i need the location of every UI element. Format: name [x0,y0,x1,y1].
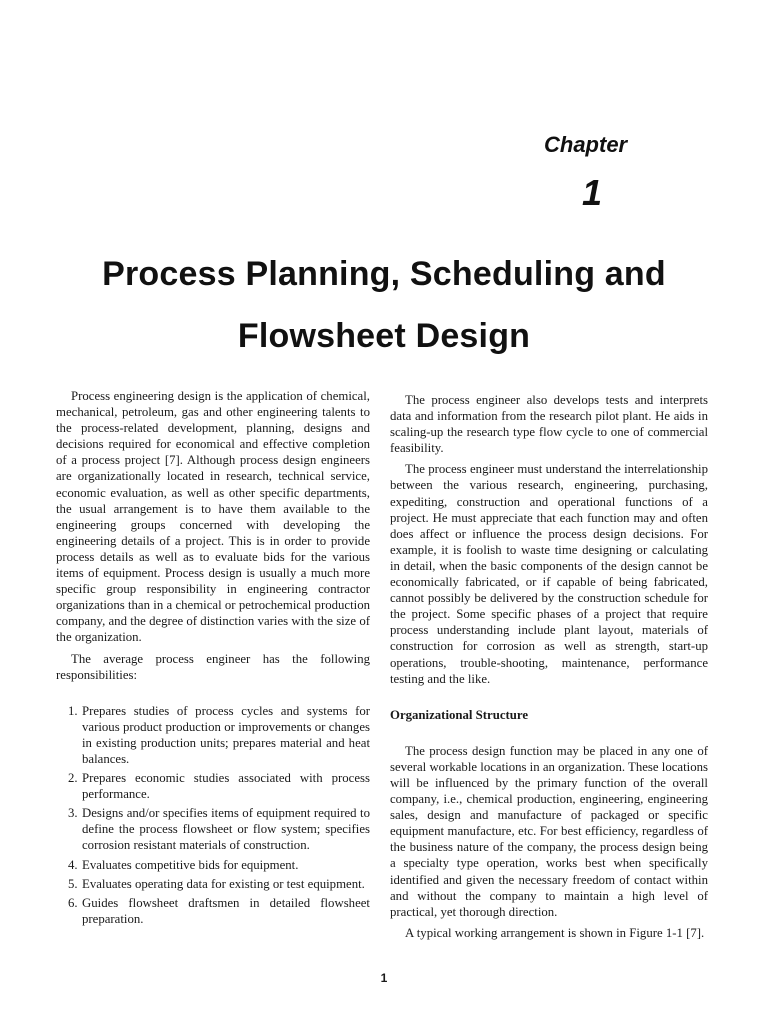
list-item-number: 1. [68,703,78,718]
list-item-text: Evaluates operating data for existing or test equipment. [82,876,365,891]
list-item-number: 2. [68,771,78,786]
section-heading: Organizational Structure [390,707,529,722]
pilot-plant-paragraph: The process engineer also develops tests and interprets data and information from the research pilot plant. He aids in scaling-up the research type flow cycle to one of commercial feasibility. [390,393,708,456]
chapter-number: 1 [582,172,603,213]
chapter-title-line-1: Process Planning, Scheduling and [102,255,666,293]
chapter-label: Chapter [544,132,628,157]
page-number: 1 [380,971,388,985]
list-item [68,770,370,802]
list-item-text: Prepares economic studies associated with process performance. [82,771,370,802]
responsibilities-intro: The average process engineer has the following responsibilities: [56,651,370,682]
list-item-number: 6. [68,895,78,910]
list-item-number: 5. [68,876,78,891]
list-item-text: Evaluates competitive bids for equipment. [82,857,299,872]
figure-reference-paragraph: A typical working arrangement is shown in Figure 1-1 [7]. [405,925,705,940]
list-item-text: Prepares studies of process cycles and systems for various product production or improvements or changes in existing production units; prepares material and heat balances. [82,703,370,766]
list-item-text: Guides flowsheet draftsmen in detailed flowsheet preparation. [82,895,370,926]
interrelationship-paragraph: The process engineer must understand the interrelationship between the various research, engineering, purchasing, expediting, construction and operational functions of a project. He must appreciate that each function may and often does affect or influence the process design decisions. For example, it is foolish to waste time designing or calculating in detail, when the basic components of the design cannot be economically fabricated, or if capable of being fabricated, cannot possibly be delivered by the construction schedule for the project. Some specific phases of a project that require process understanding include plant layout, materials of construction for corrosion as well as strength, start-up operations, trouble-shooting, maintenance, performance testing and the like. [390,462,708,686]
list-item-number: 4. [68,857,78,872]
right-column [390,392,708,946]
list-item-text: Designs and/or specifies items of equipment required to define the process flowsheet or flow system; specifies corrosion resistant materials of construction. [82,806,370,853]
list-item [68,895,370,927]
list-item [68,857,370,873]
organization-paragraph: The process design function may be placed in any one of several workable locations in an organization. These locations will be influenced by the primary function of the overall company, i.e., chemical production, engineering, engineering sales, design and manufacture of packaged or specific equipment manufacture, etc. For best efficiency, regardless of the business nature of the company, the process design being a specialty type operation, works best when specifically identified and given the necessary freedom of contact within and without the company to maintain a high level of practical, yet thorough direction. [390,743,708,919]
list-item [68,703,370,767]
list-item [68,805,370,853]
responsibilities-list [56,703,370,927]
list-item [68,876,370,892]
left-column [56,388,370,930]
intro-paragraph: Process engineering design is the application of chemical, mechanical, petroleum, gas and other engineering talents to the process-related development, planning, designs and decisions required for economical and effective completion of a process project [7]. Although process design engineers are organizationally located in research, technical service, economic evaluation, as well as other specific departments, the usual arrangement is to have them available to the engineering groups concerned with developing the engineering details of a project. This is in order to provide process details as well as to evaluate bids for the various items of equipment. Process design is usually a much more specific group responsibility in engineering contractor organizations than in a chemical or petrochemical production company, and the degree of distinction varies with the size of the organization. [56,389,370,645]
list-item-number: 3. [68,806,78,821]
chapter-title-line-2: Flowsheet Design [237,317,531,355]
